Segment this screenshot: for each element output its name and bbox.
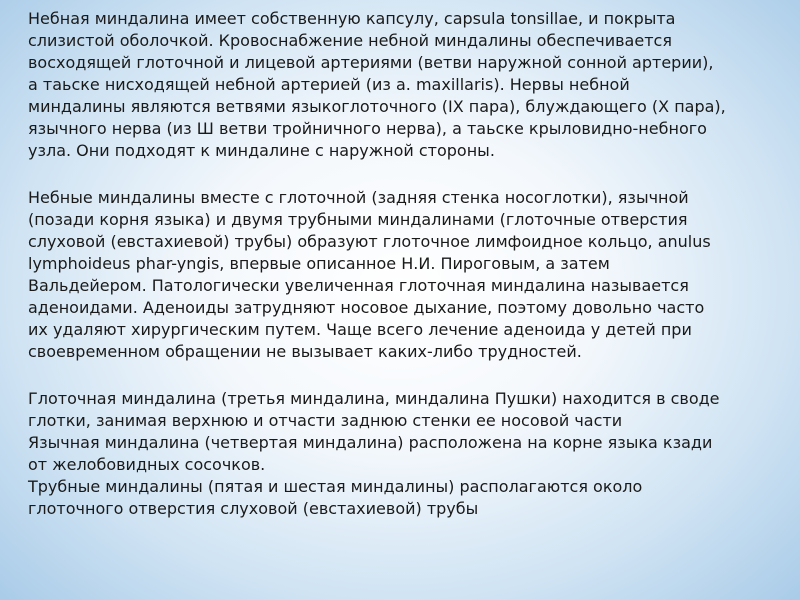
text-line: язычного нерва (из Ш ветви тройничного нерва), а таьске крыловидно-небного: [28, 119, 707, 138]
text-line: Вальдейером. Патологически увеличенная глоточная миндалина называется: [28, 276, 689, 295]
text-line: глотки, занимая верхнюю и отчасти заднюю стенки ее носовой части: [28, 411, 623, 430]
text-line: Небная миндалина имеет собственную капсулу, capsula tonsillae, и покрыта: [28, 9, 676, 28]
text-line: слизистой оболочкой. Кровоснабжение небной миндалины обеспечивается: [28, 31, 672, 50]
text-line: Язычная миндалина (четвертая миндалина) расположена на корне языка кзади: [28, 433, 713, 452]
text-line: восходящей глоточной и лицевой артериями (ветви наружной сонной артерии),: [28, 53, 714, 72]
text-line: Трубные миндалины (пятая и шестая миндалины) располагаются около: [28, 477, 643, 496]
text-line: глоточного отверстия слуховой (евстахиевой) трубы: [28, 499, 479, 518]
text-line: аденоидами. Аденоиды затрудняют носовое дыхание, поэтому довольно часто: [28, 298, 705, 317]
text-line: Небные миндалины вместе с глоточной (задняя стенка носоглотки), язычной: [28, 188, 689, 207]
text-line: lymphoideus phar-yngis, впервые описанное Н.И. Пироговым, а затем: [28, 254, 610, 273]
text-line: миндалины являются ветвями языкоглоточного (IX пара), блуждающего (X пара),: [28, 97, 726, 116]
text-line: Глоточная миндалина (третья миндалина, миндалина Пушки) находится в своде: [28, 389, 720, 408]
text-line: своевременном обращении не вызывает каких-либо трудностей.: [28, 342, 582, 361]
text-line: (позади корня языка) и двумя трубными миндалинами (глоточные отверстия: [28, 210, 688, 229]
text-line: от желобовидных сосочков.: [28, 455, 266, 474]
text-line: узла. Они подходят к миндалине с наружной стороны.: [28, 141, 495, 160]
text-line: слуховой (евстахиевой) трубы) образуют глоточное лимфоидное кольцо, anulus: [28, 232, 711, 251]
text-line: их удаляют хирургическим путем. Чаще всего лечение аденоида у детей при: [28, 320, 692, 339]
text-line: а таьске нисходящей небной артерией (из a. maxillaris). Нервы небной: [28, 75, 630, 94]
